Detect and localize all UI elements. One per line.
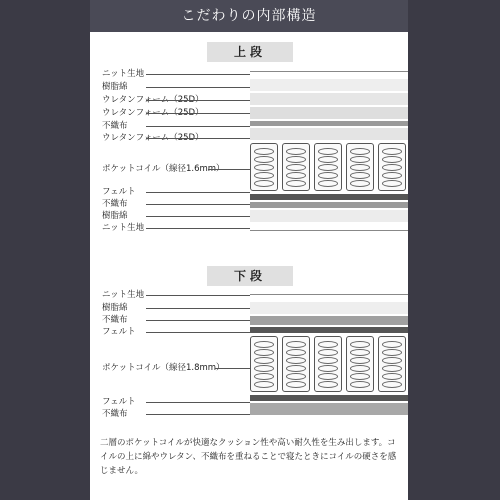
lower-label-felt-2: フェルト (102, 397, 136, 407)
leader-line (146, 402, 250, 403)
leader-line (208, 169, 250, 170)
upper-label-knit: ニット生地 (102, 69, 145, 79)
leader-line (146, 113, 250, 114)
pocket-coil (282, 336, 310, 392)
lower-label-felt: フェルト (102, 327, 136, 337)
upper-layer-knit (250, 71, 408, 78)
left-frame (0, 0, 90, 500)
upper-pocket-coil-row (250, 143, 408, 191)
lower-layer-nonwoven (250, 316, 408, 325)
pocket-coil (314, 336, 342, 392)
upper-layer-nonwoven (250, 121, 408, 126)
leader-line (146, 228, 250, 229)
pocket-coil (378, 143, 406, 191)
leader-line (146, 204, 250, 205)
upper-label-urethane-3: ウレタンフォーム（25D） (102, 133, 204, 143)
leader-line (146, 138, 250, 139)
lower-label-nonwoven: 不織布 (102, 315, 128, 325)
page-title: こだわりの内部構造 (90, 0, 408, 32)
pocket-coil (346, 336, 374, 392)
leader-line (146, 295, 250, 296)
leader-line (146, 414, 250, 415)
upper-layer-resin-cotton-2 (250, 210, 408, 222)
upper-layer-resin-cotton (250, 79, 408, 91)
upper-label-resin-cotton: 樹脂綿 (102, 82, 128, 92)
lower-label-resin-cotton: 樹脂綿 (102, 303, 128, 313)
upper-section-title: 上段 (207, 42, 293, 62)
lower-layer-felt (250, 327, 408, 333)
leader-line (146, 126, 250, 127)
upper-layer-urethane-1 (250, 93, 408, 105)
upper-label-felt: フェルト (102, 187, 136, 197)
pocket-coil (250, 143, 278, 191)
upper-layer-nonwoven-2 (250, 202, 408, 208)
lower-label-knit: ニット生地 (102, 290, 145, 300)
lower-pocket-coil-row (250, 336, 408, 392)
upper-layer-felt (250, 194, 408, 200)
leader-line (146, 100, 250, 101)
upper-label-resin-cotton-2: 樹脂綿 (102, 211, 128, 221)
upper-layer-knit-2 (250, 224, 408, 231)
upper-label-nonwoven: 不織布 (102, 121, 128, 131)
leader-line (146, 332, 250, 333)
lower-layer-knit (250, 294, 408, 301)
pocket-coil (282, 143, 310, 191)
pocket-coil (250, 336, 278, 392)
pocket-coil (314, 143, 342, 191)
right-frame (408, 0, 500, 500)
description-text: 二層のポケットコイルが快適なクッション性や高い耐久性を生み出します。コイルの上に綿やウレタン、不織布を重ねることで寝たときにコイルの硬さを感じません。 (100, 438, 397, 476)
upper-label-urethane-2: ウレタンフォーム（25D） (102, 108, 204, 118)
upper-layer-urethane-2 (250, 107, 408, 119)
leader-line (146, 87, 250, 88)
lower-layer-nonwoven-2 (250, 403, 408, 415)
leader-line (146, 308, 250, 309)
lower-label-nonwoven-2: 不織布 (102, 409, 128, 419)
lower-section-title: 下段 (207, 266, 293, 286)
structure-panel (90, 0, 408, 500)
leader-line (146, 74, 250, 75)
leader-line (146, 320, 250, 321)
leader-line (146, 216, 250, 217)
upper-label-urethane-1: ウレタンフォーム（25D） (102, 95, 204, 105)
upper-layer-urethane-3 (250, 128, 408, 140)
upper-label-knit-2: ニット生地 (102, 223, 145, 233)
upper-label-nonwoven-2: 不織布 (102, 199, 128, 209)
lower-label-pocket-coil: ポケットコイル（線径1.8mm） (102, 363, 225, 373)
lower-layer-felt-2 (250, 395, 408, 401)
pocket-coil (346, 143, 374, 191)
pocket-coil (378, 336, 406, 392)
lower-layer-resin-cotton (250, 302, 408, 314)
leader-line (146, 192, 250, 193)
upper-label-pocket-coil: ポケットコイル（線径1.6mm） (102, 164, 225, 174)
leader-line (215, 368, 250, 369)
